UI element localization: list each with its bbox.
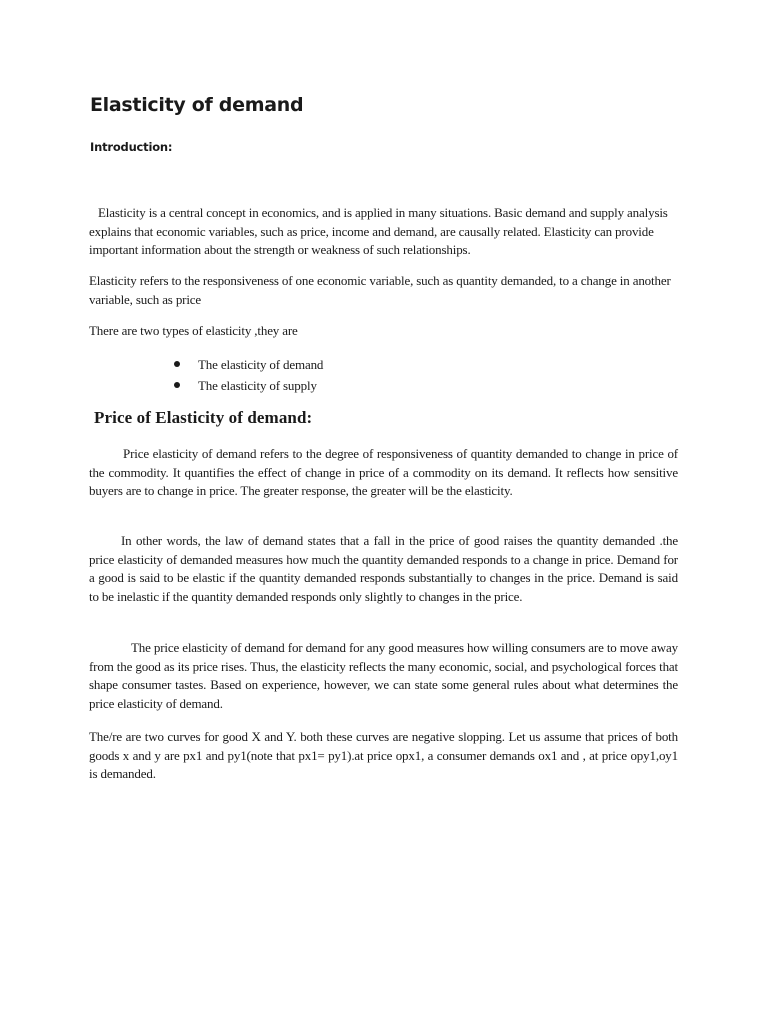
list-item-text: The elasticity of demand — [198, 357, 324, 372]
list-item — [172, 354, 323, 375]
section-paragraph-4: The/re are two curves for good X and Y. both these curves are negative slopping. Let us assume that prices of both goods x and y are px1 and py1(note that px1= py1).at price opx1, a consumer demands ox1 and , at price opy1,oy1 is demanded. — [89, 729, 678, 781]
bullet-icon — [174, 382, 180, 388]
intro-paragraph-1: Elasticity is a central concept in economics, and is applied in many situations. Basic demand and supply analysis explains that economic variables, such as price, income and demand, are causally related. Elasticity can provide important information about the strength or weakness of such relationships. — [89, 205, 668, 257]
list-item-text: The elasticity of supply — [198, 378, 317, 393]
section-paragraph-2: In other words, the law of demand states that a fall in the price of good raises the quantity demanded .the price elasticity of demanded measures how much the quantity demanded responds to a change in price. Demand for a good is said to be elastic if the quantity demanded responds substantially to changes in the price. Demand is said to be inelastic if the quantity demanded responds only slightly to changes in the price. — [89, 533, 678, 604]
document-title: Elasticity of demand — [90, 94, 304, 116]
section-paragraph-3: The price elasticity of demand for demand for any good measures how willing consumers are to move away from the good as its price rises. Thus, the elasticity reflects the many economic, social, and psychological forces that shape consumer tastes. Based on experience, however, we can state some general rules about what determines the price elasticity of demand. — [89, 640, 678, 711]
introduction-heading: Introduction: — [90, 140, 173, 154]
list-item — [172, 375, 323, 396]
section-heading: Price of Elasticity of demand: — [94, 408, 313, 427]
intro-paragraph-3: There are two types of elasticity ,they are — [89, 323, 298, 338]
bullet-icon — [174, 361, 180, 367]
section-paragraph-1: Price elasticity of demand refers to the degree of responsiveness of quantity demanded to change in price of the commodity. It quantifies the effect of change in price of a commodity on its demand. It reflects how sensitive buyers are to change in price. The greater response, the greater will be the elasticity. — [89, 446, 678, 498]
intro-paragraph-2: Elasticity refers to the responsiveness of one economic variable, such as quantity demanded, to a change in another variable, such as price — [89, 273, 671, 307]
elasticity-types-list — [172, 354, 323, 396]
